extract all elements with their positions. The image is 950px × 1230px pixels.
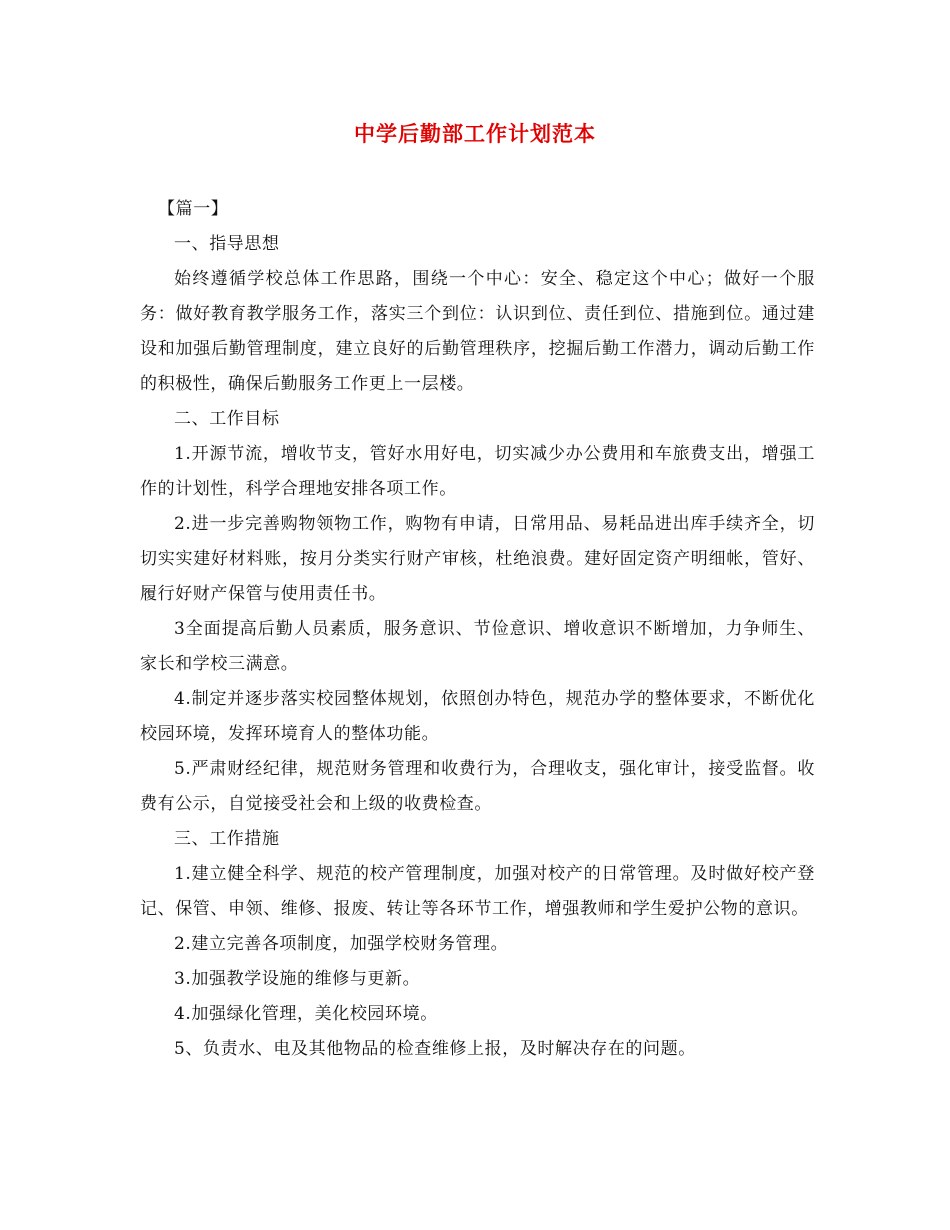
goal-item-2: 2.进一步完善购物领物工作，购物有申请，日常用品、易耗品进出库手续齐全，切切实实建好材料账，按月分类实行财产审核，杜绝浪费。建好固定资产明细帐，管好、履行好财产保管与使用责任书。 (140, 514, 815, 604)
heading-guiding-ideology: 一、指导思想 (174, 234, 280, 254)
goal-item-1: 1.开源节流，增收节支，管好水用好电，切实减少办公费用和车旅费支出，增强工作的计划性，科学合理地安排各项工作。 (140, 444, 815, 499)
paragraph-guiding-ideology: 始终遵循学校总体工作思路，围绕一个中心：安全、稳定这个中心；做好一个服务：做好教育教学服务工作，落实三个到位：认识到位、责任到位、措施到位。通过建设和加强后勤管理制度，建立良好的后勤管理秩序，挖掘后勤工作潜力，调动后勤工作的积极性，确保后勤服务工作更上一层楼。 (140, 269, 815, 394)
heading-work-measures: 三、工作措施 (174, 829, 280, 849)
section-tag: 【篇一】 (158, 199, 229, 219)
document-title: 中学后勤部工作计划范本 (354, 121, 596, 146)
goal-item-5: 5.严肃财经纪律，规范财务管理和收费行为，合理收支，强化审计，接受监督。收费有公示，自觉接受社会和上级的收费检查。 (140, 759, 815, 814)
measure-item-3: 3.加强教学设施的维修与更新。 (174, 969, 421, 989)
heading-work-goals: 二、工作目标 (174, 409, 280, 429)
goal-item-3: 3全面提高后勤人员素质，服务意识、节俭意识、增收意识不断增加，力争师生、家长和学校三满意。 (140, 619, 815, 674)
goal-item-4: 4.制定并逐步落实校园整体规划，依照创办特色，规范办学的整体要求，不断优化校园环境，发挥环境育人的整体功能。 (140, 689, 815, 744)
measure-item-4: 4.加强绿化管理，美化校园环境。 (174, 1004, 438, 1024)
document-body (140, 192, 815, 1067)
measure-item-2: 2.建立完善各项制度，加强学校财务管理。 (174, 934, 509, 954)
measure-item-1: 1.建立健全科学、规范的校产管理制度，加强对校产的日常管理。及时做好校产登记、保管、申领、维修、报废、转让等各环节工作，增强教师和学生爱护公物的意识。 (140, 864, 815, 919)
measure-item-5: 5、负责水、电及其他物品的检查维修上报，及时解决存在的问题。 (174, 1039, 696, 1059)
